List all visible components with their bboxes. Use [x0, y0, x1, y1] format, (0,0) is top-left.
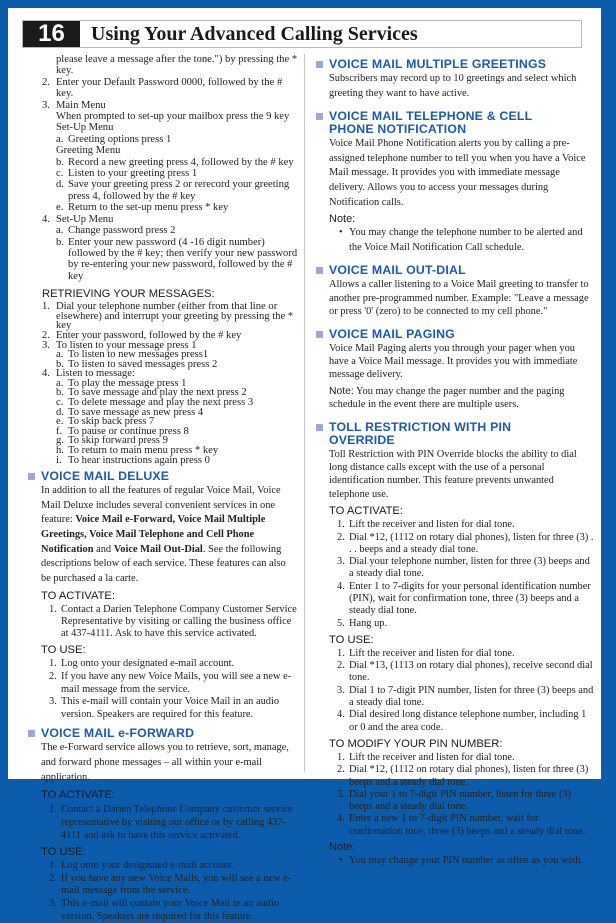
sub-item: g. To skip forward press 9	[56, 435, 168, 447]
list-item: 2. Dial *13, (1113 on rotary dial phones), receive second dial tone.	[337, 660, 593, 684]
notification-section	[316, 110, 594, 255]
menu-line: Set-Up Menu	[56, 122, 114, 134]
sub-item: e. Return to the set-up menu press * key	[56, 202, 229, 214]
section-body: In addition to all the features of regular Voice Mail, Voice Mail Deluxe includes several convenient services in one feature: Voice Mail e-Forward, Voice Mail Multiple Greetings, Voice Mail Telephone and Cell Phone Notification and Voice Mail Out-Dial. See the following descriptions below of each service. These features can also be purchased a la carte.	[41, 485, 286, 584]
activate-heading: TO ACTIVATE:	[41, 590, 115, 603]
setup-first-line: please leave a message after the tone.") by pressing the * key.	[56, 54, 298, 77]
section-heading: VOICE MAIL DELUXE	[28, 470, 298, 483]
section-body: Allows a caller listening to a Voice Mail greeting to transfer to another pre-programmed number. Example: "Leave a message or press '0' (zero) to be connected to my cell phone."	[329, 279, 589, 318]
retrieving-heading: RETRIEVING YOUR MESSAGES:	[42, 288, 215, 301]
right-column	[316, 58, 594, 867]
section-square-icon	[28, 730, 35, 737]
section-body: The e-Forward service allows you to retrieve, sort, manage, and forward phone messages – all within your e-mail application.	[41, 742, 289, 783]
paging-note: Note: You may change the pager number and the paging schedule in the event there are multiple users.	[329, 385, 565, 411]
sub-item: a. To listen to new messages press1	[56, 349, 209, 361]
sub-item: f. To pause or continue press 8	[56, 425, 189, 437]
use-heading: TO USE:	[41, 644, 86, 657]
list-item: 2. Dial *12, (1112 on rotary dial phones), listen for three (3) . . . beeps and a steady dial tone.	[337, 531, 594, 555]
note-bullet: • You may change your PIN number as often as you wish.	[339, 855, 584, 867]
sub-item: b. To listen to saved messages press 2	[56, 358, 218, 370]
sub-item: i. To hear instructions again press 0	[56, 454, 210, 466]
list-item: 1. Log onto your designated e-mail account.	[49, 658, 235, 670]
use-heading: TO USE:	[41, 846, 86, 859]
column-divider	[304, 54, 305, 772]
list-item: 1. Contact a Darien Telephone Company Customer Service Representative by visiting or calling the business office at 437-4111. Ask to have this service activated.	[49, 604, 297, 640]
sub-item: b. Enter your new password (4 -16 digit number) followed by the # key; then verify your new password by re-entering your new password, followed by the # key	[56, 236, 298, 282]
section-square-icon	[316, 61, 323, 68]
document-page	[8, 8, 601, 922]
list-item: 1. Log onto your designated e-mail account.	[49, 860, 235, 872]
list-item: 3. This e-mail will contain your Voice Mail in an audio version. Speakers are required for this feature.	[49, 696, 280, 720]
setup-instructions	[28, 54, 298, 282]
list-item: 3. This e-mail will contain your Voice Mail in an audio version. Speakers are required for this feature.	[49, 897, 280, 922]
list-item: 1. Contact a Darien Telephone Company customer service representative by visiting our office or by calling 437-4111 and ask to have this service activated.	[49, 804, 293, 842]
section-heading: VOICE MAIL MULTIPLE GREETINGS	[316, 58, 594, 71]
paging-section	[316, 328, 594, 412]
list-item: 4. Dial desired long distance telephone number, including 1 or 0 and the area code.	[337, 709, 587, 733]
list-item: 3. Dial your 1 to 7-digit PIN number, listen for three (3) beeps and a steady dial tone.	[337, 788, 572, 813]
list-item: 5. Hang up.	[337, 617, 388, 629]
list-item: 2. Dial *12, (1112 on rotary dial phones), listen for three (3) beeps and a steady dial tone.	[337, 764, 589, 788]
list-item: 1. Lift the receiver and listen for dial tone.	[337, 647, 515, 659]
note-bullet: • You may change the telephone number to be alerted and the Voice Mail Notification Call schedule.	[339, 227, 583, 253]
menu-line: When prompted to set-up your mailbox press the 9 key	[56, 111, 290, 123]
section-body: Subscribers may record up to 10 greetings and select which greeting they want to have active.	[329, 73, 577, 99]
section-heading: VOICE MAIL e-FORWARD	[28, 727, 298, 740]
list-item: 3. Dial your telephone number, listen for three (3) beeps and a steady dial tone.	[337, 556, 590, 580]
list-item: 2. If you have any new Voice Mails, you will see a new e-mail message from the service.	[49, 872, 292, 897]
section-square-icon	[28, 473, 35, 480]
list-item: 3. Dial 1 to 7-digit PIN number, listen for three (3) beeps and a steady dial tone.	[337, 684, 594, 709]
menu-line: Greeting Menu	[56, 145, 121, 157]
list-item: 4. Enter 1 to 7-digits for your personal identification number (PIN), wait for confirmation tone, three (3) beeps and a steady dial tone.	[337, 580, 591, 617]
toll-restriction-section	[316, 421, 594, 867]
section-heading: VOICE MAIL TELEPHONE & CELL PHONE NOTIFICATION	[316, 110, 594, 136]
section-heading: VOICE MAIL PAGING	[316, 328, 594, 341]
sub-item: b. Record a new greeting press 4, followed by the # key	[56, 156, 294, 168]
section-body: Voice Mail Phone Notification alerts you by calling a pre-assigned telephone number to tell you when you have a Voice Mail message. It provides you with immediate message delivery. Allows you to access your messages during Notification calls.	[329, 138, 586, 208]
left-column	[28, 54, 298, 923]
sub-item: e. To skip back press 7	[56, 416, 155, 428]
retrieving-messages	[28, 288, 298, 465]
list-item: 3. To listen to your message press 1	[42, 339, 197, 351]
sub-item: d. To save message as new press 4	[56, 406, 204, 418]
list-item: 1. Lift the receiver and listen for dial tone.	[337, 519, 515, 531]
page-number: 16	[23, 21, 80, 47]
list-item: 4. Set-Up Menu	[42, 213, 114, 225]
section-body: Toll Restriction with PIN Override blocks the ability to dial long distance calls except with the use of a personal identification number. This feature prevents unwanted telephone use.	[329, 448, 577, 500]
page-title: Using Your Advanced Calling Services	[91, 23, 418, 45]
section-square-icon	[316, 424, 323, 431]
note-label: Note:	[329, 213, 356, 226]
use-heading: TO USE:	[329, 633, 374, 646]
section-square-icon	[316, 113, 323, 120]
section-body: Voice Mail Paging alerts you through your pager when you have a Voice Mail message. It provides you with immediate message delivery.	[329, 342, 578, 381]
list-item: 2. Enter your Default Password 0000, followed by the # key.	[42, 76, 283, 100]
section-square-icon	[316, 267, 323, 274]
sub-item: h. To return to main menu press * key	[56, 445, 219, 457]
activate-heading: TO ACTIVATE:	[329, 505, 403, 518]
modify-pin-heading: TO MODIFY YOUR PIN NUMBER:	[329, 737, 503, 750]
voice-mail-eforward-section	[28, 727, 298, 923]
list-item: 3. Main Menu	[42, 99, 106, 111]
list-item: 2. Enter your password, followed by the # key	[42, 329, 242, 341]
sub-item: a. Greeting options press 1	[56, 133, 172, 145]
voice-mail-deluxe-section	[28, 470, 298, 721]
sub-item: b. To save message and play the next press 2	[56, 387, 247, 399]
sub-item: a. Change password press 2	[56, 225, 176, 237]
out-dial-section	[316, 264, 594, 318]
list-item: 1. Dial your telephone number (either from that line or elsewhere) and interrupt your greeting by pressing the * key	[42, 301, 294, 332]
list-item: 4. Listen to message:	[42, 368, 135, 380]
bullet-icon: •	[339, 227, 343, 239]
section-heading: TOLL RESTRICTION WITH PIN OVERRIDE	[316, 421, 594, 447]
bullet-icon: •	[339, 855, 343, 867]
sub-item: c. To delete message and play the next press 3	[56, 397, 254, 409]
multiple-greetings-section	[316, 58, 594, 101]
sub-item: d. Save your greeting press 2 or rerecord your greeting press 4, followed by the # key	[56, 179, 290, 202]
list-item: 1. Lift the receiver and listen for dial tone.	[337, 751, 515, 763]
list-item: 4. Enter a new 1 to 7-digit PIN number, wait for confirmation tone, three (3) beeps and a steady dial tone.	[337, 813, 586, 837]
list-item: 2. If you have any new Voice Mails, you will see a new e-mail message from the service.	[49, 670, 292, 695]
section-square-icon	[316, 331, 323, 338]
section-heading: VOICE MAIL OUT-DIAL	[316, 264, 594, 277]
note-label: Note:	[329, 841, 356, 854]
page-header	[22, 20, 582, 48]
activate-heading: TO ACTIVATE:	[41, 789, 115, 802]
note-label: Note:	[329, 385, 354, 397]
sub-item: a. To play the message press 1	[56, 377, 187, 389]
sub-item: c. Listen to your greeting press 1	[56, 168, 198, 180]
